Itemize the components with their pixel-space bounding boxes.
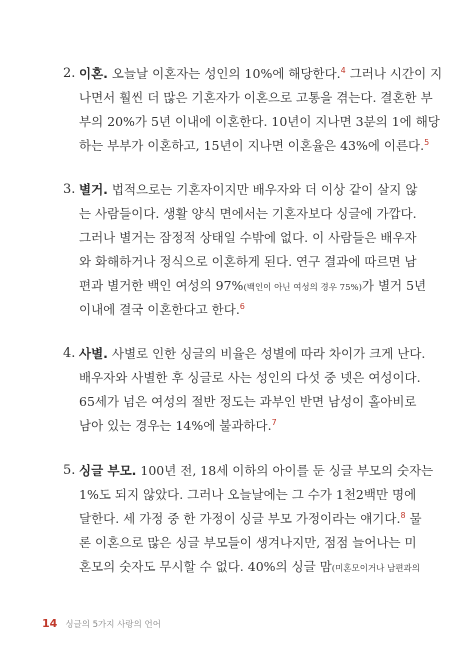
text-line: 그러나 별거는 잠정적 상태일 수밖에 없다. 이 사람들은 배우자 <box>79 230 417 245</box>
footnote-ref[interactable]: 6 <box>239 302 245 311</box>
text-line <box>79 459 434 483</box>
item-term: 별거. <box>79 182 108 197</box>
text-line <box>79 414 406 438</box>
footnote-ref[interactable]: 7 <box>271 418 277 427</box>
text-span: 100년 전, 18세 이하의 아이를 둔 싱글 부모의 숫자는 <box>136 463 434 478</box>
text-span: 남아 있는 경우는 14%에 불과하다. <box>79 418 272 433</box>
text-line: 론 이혼으로 많은 싱글 부모들이 생겨나지만, 점점 늘어나는 미 <box>79 535 417 550</box>
item-number: 2. <box>63 66 76 81</box>
text-span: 물 <box>405 511 422 526</box>
page-footer <box>42 612 161 631</box>
text-span: 하는 부부가 이혼하고, 15년이 지나면 이혼율은 43%에 이른다. <box>79 138 425 153</box>
page-number: 14 <box>42 617 58 630</box>
list-item-separation <box>63 178 427 322</box>
item-term: 싱글 부모. <box>79 463 137 478</box>
text-line <box>79 134 430 158</box>
item-number: 4. <box>63 346 76 361</box>
text-line <box>79 178 418 202</box>
text-span: 이내에 결국 이혼한다고 한다. <box>79 302 240 317</box>
text-span: 편과 별거한 백인 여성의 97% <box>79 278 244 293</box>
text-line <box>79 342 426 366</box>
text-line <box>79 274 427 298</box>
list-item-divorce <box>63 62 443 158</box>
text-line <box>79 507 422 531</box>
text-line <box>79 555 420 579</box>
parenthetical-note: (백인이 아닌 여성의 경우 75%) <box>243 283 362 293</box>
list-item-single-parent <box>63 459 434 579</box>
text-span: 혼모의 숫자도 무시할 수 없다. 40%의 싱글 맘 <box>79 559 332 574</box>
footnote-ref[interactable]: 8 <box>400 511 406 520</box>
text-line: 부의 20%가 5년 이내에 이혼한다. 10년이 지나면 3분의 1에 해당 <box>79 114 440 129</box>
text-line: 1%도 되지 않았다. 그러나 오늘날에는 그 수가 1천2백만 명에 <box>79 487 417 502</box>
text-line <box>79 298 406 322</box>
text-span: 사별로 인한 싱글의 비율은 성별에 따라 차이가 크게 난다. <box>107 346 426 361</box>
text-span: 법적으로는 기혼자이지만 배우자와 더 이상 같이 살지 않 <box>107 182 418 197</box>
text-line: 65세가 넘은 여성의 절반 정도는 과부인 반면 남성이 홀아비로 <box>79 394 417 409</box>
text-line: 와 화해하거나 정식으로 이혼하게 된다. 연구 결과에 따르면 남 <box>79 254 417 269</box>
item-term: 이혼. <box>79 66 108 81</box>
footnote-ref[interactable]: 4 <box>340 66 346 75</box>
running-title: 싱글의 5가지 사랑의 언어 <box>65 620 161 630</box>
text-span: 오늘날 이혼자는 성인의 10%에 해당한다. <box>107 66 341 81</box>
list-item-widowhood <box>63 342 426 438</box>
item-number: 5. <box>63 463 76 478</box>
text-span: 가 별거 5년 <box>361 278 427 293</box>
text-span: 그러나 시간이 지 <box>345 66 443 81</box>
text-span: 달한다. 세 가정 중 한 가정이 싱글 부모 가정이라는 얘기다. <box>79 511 401 526</box>
text-line: 배우자와 사별한 후 싱글로 사는 성인의 다섯 중 넷은 여성이다. <box>79 370 421 385</box>
item-term: 사별. <box>79 346 108 361</box>
text-line <box>79 62 443 86</box>
parenthetical-note: (미혼모이거나 남편과의 <box>331 564 420 574</box>
item-number: 3. <box>63 182 76 197</box>
text-line: 는 사람들이다. 생활 양식 면에서는 기혼자보다 싱글에 가깝다. <box>79 206 417 221</box>
text-line: 나면서 훨씬 더 많은 기혼자가 이혼으로 고통을 겪는다. 결혼한 부 <box>79 90 433 105</box>
footnote-ref[interactable]: 5 <box>424 138 430 147</box>
